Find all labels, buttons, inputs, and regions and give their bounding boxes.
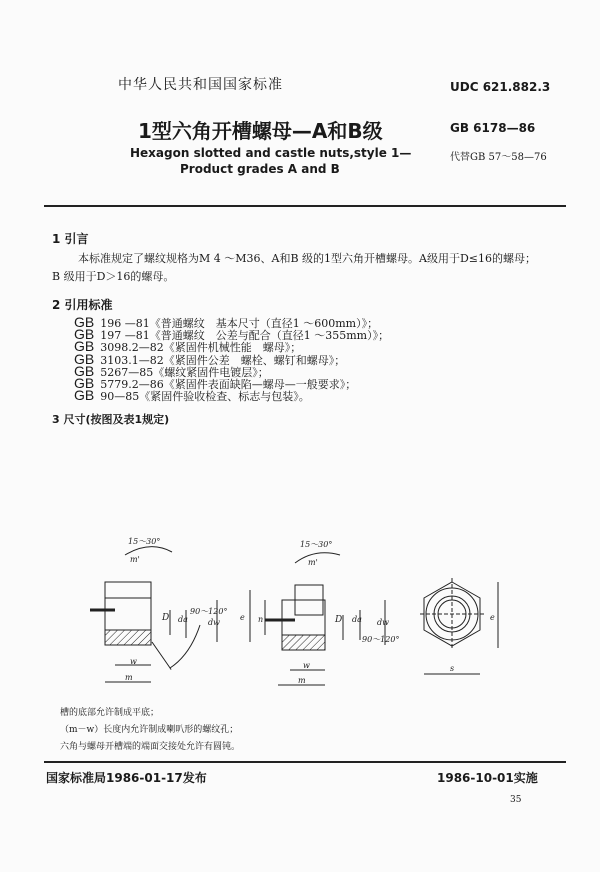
ref-text: 196 —81《普通螺纹 基本尺寸（直径1 ～600mm）》； xyxy=(100,317,379,330)
nut-top-view xyxy=(420,578,498,674)
footer-rule xyxy=(44,761,566,763)
ref-text: 197 —81《普通螺纹 公差与配合（直径1 ～355mm）》； xyxy=(100,329,390,343)
ref-text: 3098.2—82《紧固件机械性能 螺母》； xyxy=(100,341,302,355)
reference-item xyxy=(74,314,389,330)
ref-text: 3103.1—82《紧固件公差 螺栓、螺钉和螺母》； xyxy=(100,353,346,367)
replaces-note: 代替GB 57～58—76 xyxy=(450,152,547,163)
n-label: n xyxy=(258,615,264,624)
section-1-body-line2: B 级用于D＞16的螺母。 xyxy=(52,270,175,283)
da-label: da xyxy=(352,615,362,624)
section-1-body-line1: 本标准规定了螺纹规格为M 4 ～M36、A和B 级的1型六角开槽螺母。A级用于D≤16的螺母； xyxy=(78,252,537,265)
ref-prefix: GB xyxy=(74,326,95,343)
standard-code: GB 6178—86 xyxy=(450,121,536,135)
issuing-org: 中华人民共和国国家标准 xyxy=(118,77,283,93)
ref-prefix: GB xyxy=(74,387,95,404)
nut-drawings xyxy=(90,530,510,700)
angle-bottom-label: 90～120° xyxy=(362,635,400,644)
effective-date: 1986-10-01实施 xyxy=(437,771,538,785)
w-label: w xyxy=(130,657,137,666)
e-label: e xyxy=(490,613,495,622)
slotted-nut-side-view xyxy=(90,537,227,682)
D-label: D xyxy=(335,615,343,625)
title-en-line1: Hexagon slotted and castle nuts,style 1— xyxy=(130,146,412,160)
da-label: da xyxy=(178,615,188,624)
m-label: m xyxy=(125,673,133,682)
section-2-heading: 2 引用标准 xyxy=(52,298,113,312)
reference-item xyxy=(74,374,389,391)
doc-title: 1型六角开槽螺母—A和B级 xyxy=(138,119,383,143)
ref-text: 5779.2—86《紧固件表面缺陷—螺母—一般要求》； xyxy=(100,377,357,391)
ref-prefix: GB xyxy=(74,350,95,367)
note-3: 六角与螺母开槽端的端面交接处允许有圆钝。 xyxy=(60,742,241,752)
ref-prefix: GB xyxy=(74,314,95,330)
udc-number: UDC 621.882.3 xyxy=(450,80,551,94)
note-1: 槽的底部允许制成平底； xyxy=(60,708,160,718)
dw-label: dw xyxy=(208,618,220,627)
ref-prefix: GB xyxy=(74,362,95,379)
ref-text: 90—85《紧固件验收检查、标志与包装》。 xyxy=(100,390,310,404)
m-prime-label: m' xyxy=(308,558,318,567)
ref-prefix: GB xyxy=(74,374,95,391)
ref-text: 5267—85《螺纹紧固件电镀层》； xyxy=(100,365,269,379)
m-prime-label: m' xyxy=(130,555,140,564)
castle-nut-side-view xyxy=(240,540,399,685)
e-label-side: e xyxy=(240,613,245,622)
reference-item xyxy=(74,326,390,343)
m-label: m xyxy=(298,676,306,685)
s-label: s xyxy=(450,664,455,673)
reference-item xyxy=(74,350,389,367)
issue-date: 国家标准局1986-01-17发布 xyxy=(46,771,207,785)
D-label: D xyxy=(162,613,170,623)
page-number: 35 xyxy=(510,795,522,805)
note-2: （m－w）长度内允许制成喇叭形的螺纹孔； xyxy=(60,725,239,735)
reference-list xyxy=(74,314,390,404)
dw-label: dw xyxy=(377,618,389,627)
section-3-heading: 3 尺寸(按图及表1规定) xyxy=(52,413,170,426)
header-rule xyxy=(44,205,566,207)
section-1-heading: 1 引言 xyxy=(52,232,89,246)
angle-top-label: 15～30° xyxy=(128,537,161,546)
angle-bottom-label: 90～120° xyxy=(190,607,228,616)
w-label: w xyxy=(303,661,310,670)
ref-prefix: GB xyxy=(74,338,95,355)
angle-top-label: 15～30° xyxy=(300,540,333,549)
title-en-line2: Product grades A and B xyxy=(180,162,340,176)
